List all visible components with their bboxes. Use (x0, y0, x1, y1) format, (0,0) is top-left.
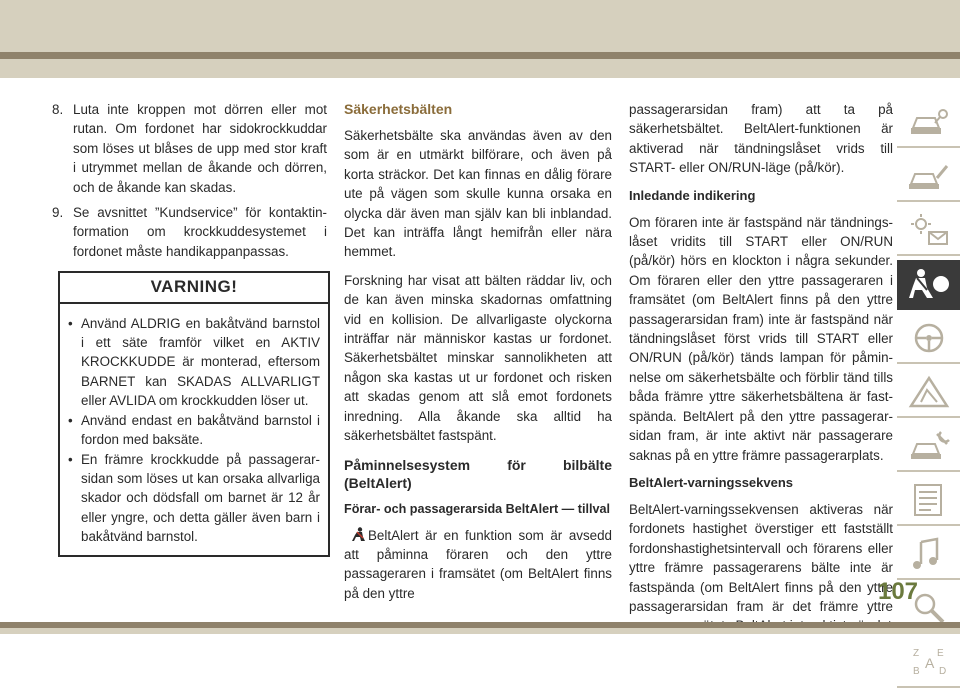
subheading: BeltAlert-varningssekvens (629, 474, 794, 490)
list-item (52, 203, 327, 261)
warning-lights-icon (907, 212, 951, 248)
tab-specifications[interactable] (897, 476, 960, 526)
column-middle (344, 100, 612, 612)
bullet-dot: • (68, 315, 73, 331)
list-number: 9. (52, 205, 64, 221)
warning-bullet (68, 411, 320, 450)
seatbelt-reminder-icon (352, 527, 366, 542)
svg-text:E: E (936, 648, 944, 659)
tab-seatbelt-airbag[interactable] (897, 260, 960, 310)
seatbelt-airbag-icon (907, 266, 951, 302)
warning-bullet (68, 314, 320, 411)
tab-steering-wheel[interactable] (897, 314, 960, 364)
warning-title: VARNING! (60, 273, 328, 303)
list-number: 8. (52, 102, 64, 117)
paragraph-with-icon (344, 526, 612, 604)
bullet-dot: • (68, 412, 73, 428)
bullet-text: Använd ALDRIG en bakåtvänd barnstol i ett säte framför vilket en AKTIV KROCKKUDDE är monterad, eftersom BARNET kan SKADAS ALLVARLIGT eller AVLIDA om krockkudden löser ut. (81, 315, 320, 409)
specifications-list-icon (907, 482, 951, 518)
steering-wheel-icon (907, 320, 951, 356)
tab-warning-lights[interactable] (897, 206, 960, 256)
music-navigation-icon (907, 536, 951, 572)
svg-text:Z: Z (912, 648, 919, 659)
tab-car-search[interactable] (897, 152, 960, 202)
car-key-icon (907, 104, 951, 140)
warning-bullet (68, 450, 320, 547)
list-text: Se avsnittet ”Kundservice” för kontaktinformation om krockkuddesystemet i fordonet måste handikappanpassas. (73, 205, 327, 259)
tab-road-warning[interactable] (897, 368, 960, 418)
column-right (629, 100, 893, 645)
wrench-car-icon (907, 428, 951, 464)
header-band (0, 0, 960, 78)
warning-box (58, 271, 330, 556)
svg-text:B: B (912, 666, 920, 677)
subheading-small: Förar- och passagerarsida BeltAlert — tillval (344, 501, 610, 516)
svg-text:D: D (938, 666, 946, 677)
tab-language-letters[interactable] (897, 638, 960, 688)
tab-wrench-car[interactable] (897, 422, 960, 472)
bullet-text: Använd endast en bakåtvänd barnstol i fordon med baksäte. (81, 412, 320, 448)
page-number: 107 (877, 578, 919, 605)
bullet-text: En främre krockkudde på passagerarsidan som löses ut kan orsaka allvarliga skador och dödsfall om barnet är 12 år eller yngre, och detta gäller även barn i bakåtvänd barnstol. (81, 451, 320, 545)
road-warning-icon (907, 374, 951, 410)
paragraph: Om föraren inte är fastspänd när tändningslåset vridits till START eller ON/RUN (på/kör) hörs en klockton i några sekunder. Om föraren eller den yttre passageraren i framsätet (om BeltAlert finns på den yttre passagerarsidan fram) inte är fastspänd när tändningslåset först vrids till START eller ON/RUN (på/kör) tänds lampan för påminnelse om säkerhetsbälte och förblir tänd tills båda främre yttre säkerhetsbältena är fastspända. BeltAlert på den yttre passagerarsidan fram, är inte aktivt när passagerare saknas på en yttre främre passagerarplats. (629, 214, 893, 463)
subheading: Påminnelsesystem för bilbälte (BeltAlert) (344, 456, 612, 491)
paragraph: BeltAlert-varningssekvensen aktiveras när fordonets hastighet överstiger ett fastställt fordonshastighetsintervall och förarens eller yttre främre passagerarens bälte inte är fastspända (om BeltAlert finns på den yttre passagerarsidan fram är det främre yttre (629, 501, 893, 614)
car-search-icon (907, 158, 951, 194)
section-title: Säkerhetsbälten (344, 101, 453, 117)
paragraph: passagerarsidan fram) att ta på säkerhetsbältet. BeltAlert-funktionen är aktiverad när tändningslåset vrids till START- eller ON/RUN-läge (på/kör). (629, 102, 893, 176)
warning-list (60, 304, 328, 555)
svg-text:A: A (924, 655, 934, 671)
header-stripe (0, 52, 960, 59)
paragraph: Säkerhetsbälte ska användas även av den som är en utmärkt bilförare, och även på korta sträckor. Det kan finnas en dålig förare ute på vägen som skulle kunna orsaka en olycka där även man själv kan bli inblandad. Det kan inträffa långt hemifrån eller nära hemmet. (344, 128, 612, 260)
column-left (52, 100, 327, 557)
tab-car-key[interactable] (897, 98, 960, 148)
language-letters-icon (907, 644, 951, 680)
list-text: Luta inte kroppen mot dörren eller mot rutan. Om fordonet har sidokrockkuddar som löses ut blåses de upp med stor kraft i utrymmet mellan de åkande och dörren, och de åkande kan skadas. (73, 102, 327, 195)
list-item (52, 100, 327, 197)
paragraph-text: BeltAlert är en funktion som är avsedd att påminna föraren och den yttre passageraren i framsätet (om BeltAlert finns på den yttre (344, 527, 612, 601)
paragraph: Forskning har visat att bälten räddar liv, och de kan även minska skadornas omfattning vid en kollision. De allvarligaste olyckorna inträffar när människor kastas ur fordonet. Säkerhetsbältet minskar sannolikheten att någon ska kastas ut ur fordonet och risken att skadas genom att slå emot fordonets inredning. Alla åkande ska alltid ha säkerhetsbältet fastspänt. (344, 272, 612, 444)
tab-music-navigation[interactable] (897, 530, 960, 580)
bullet-dot: • (68, 451, 73, 467)
footer-band (0, 628, 960, 634)
subheading: Inledande indikering (629, 187, 756, 203)
